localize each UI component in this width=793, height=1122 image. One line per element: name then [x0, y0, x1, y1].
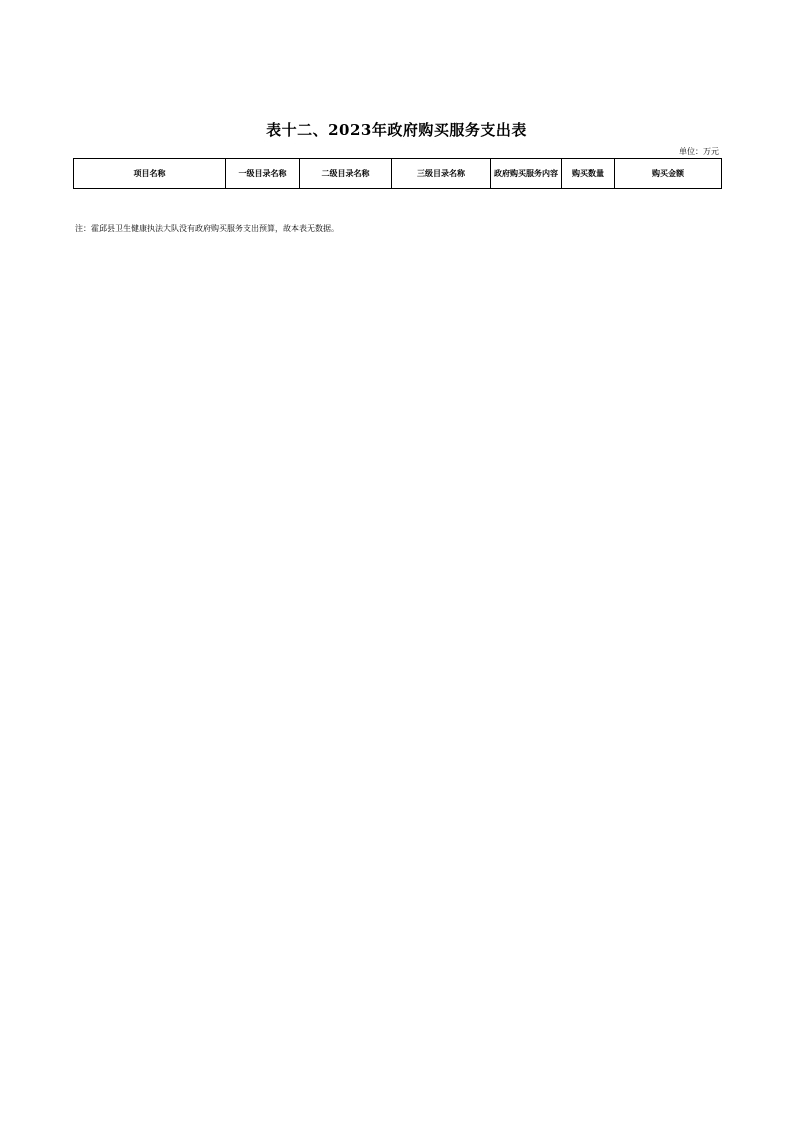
header-project-name: 项目名称: [74, 159, 226, 189]
unit-label: 单位：万元: [679, 147, 719, 156]
page-title: 表十二、2023年政府购买服务支出表: [266, 121, 527, 139]
header-amount: 购买金额: [615, 159, 722, 189]
header-service-content: 政府购买服务内容: [491, 159, 562, 189]
header-level1-catalog: 一级目录名称: [226, 159, 300, 189]
footnote: 注：霍邱县卫生健康执法大队没有政府购买服务支出预算，故本表无数据。: [75, 224, 339, 233]
header-level3-catalog: 三级目录名称: [392, 159, 491, 189]
table-header-row: [74, 159, 722, 189]
header-level2-catalog: 二级目录名称: [300, 159, 392, 189]
header-quantity: 购买数量: [562, 159, 615, 189]
expenditure-table: [73, 158, 722, 189]
